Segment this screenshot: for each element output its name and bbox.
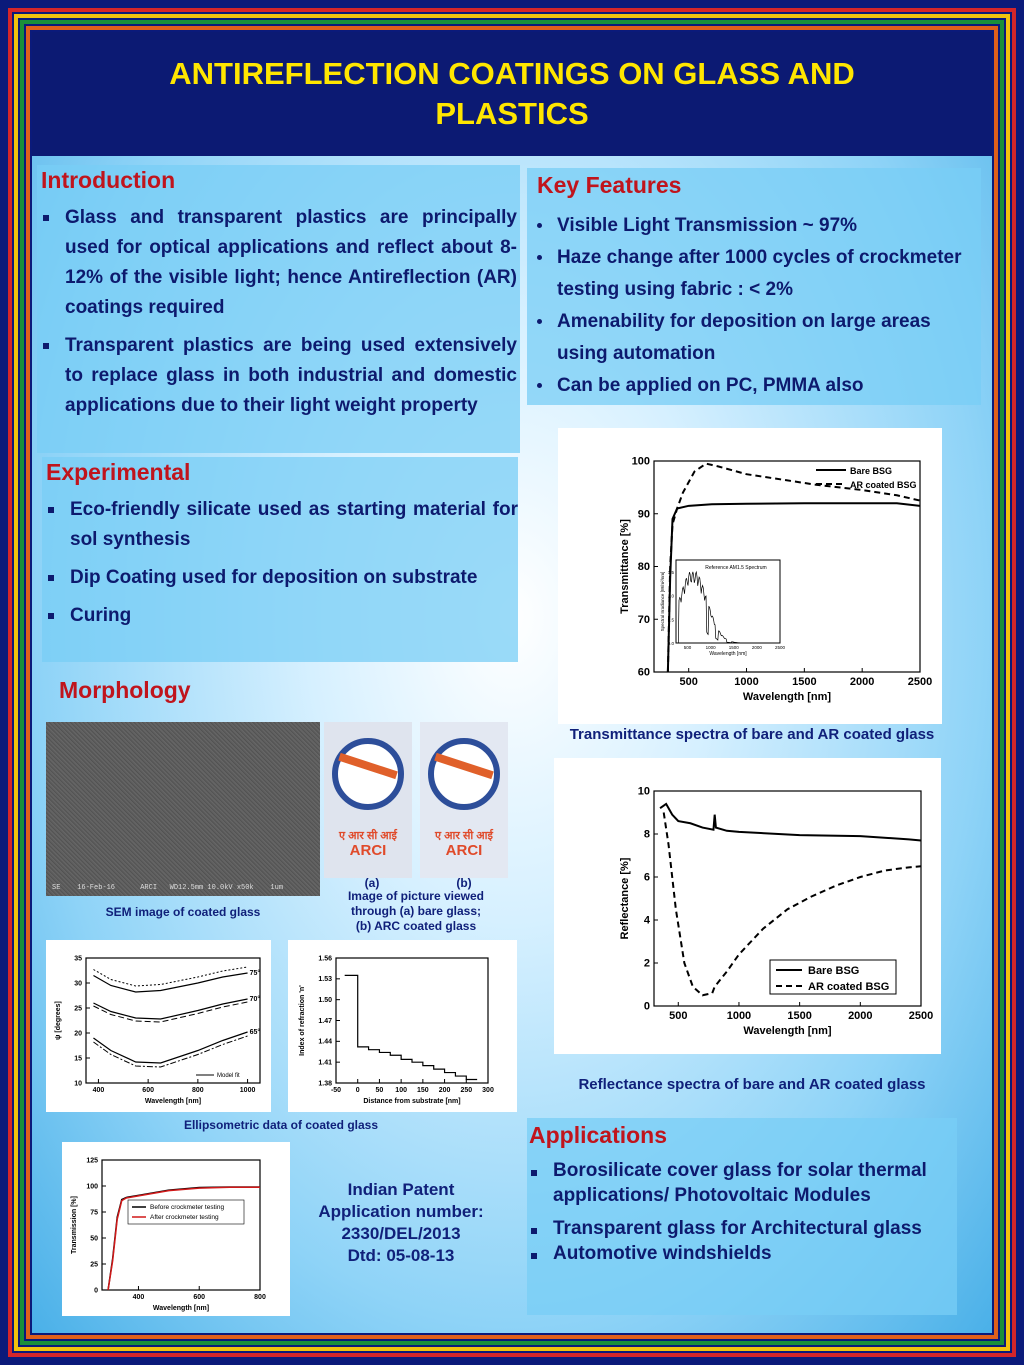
patent-line: Application number:: [318, 1202, 484, 1221]
plot-frame: [86, 958, 260, 1083]
y-tick-label: 80: [637, 561, 650, 574]
intro-item: Glass and transparent plastics are principally used for optical applications and reflect about 8-12% of the visible light; hence Antireflection (AR) coatings required: [65, 203, 517, 323]
y-tick-label: 1.41: [318, 1059, 332, 1067]
inset-x-tick: 1000: [705, 645, 716, 650]
series-line: [93, 1032, 247, 1063]
inset-x-tick: 500: [683, 645, 692, 650]
legend-label: Bare BSG: [850, 466, 893, 476]
y-tick-label: 1.38: [318, 1080, 332, 1088]
angle-label: 70°: [249, 996, 261, 1003]
refractive-index-chart: [288, 940, 517, 1112]
experimental-item: Dip Coating used for deposition on substrate: [70, 563, 518, 593]
y-tick-label: 100: [631, 455, 650, 468]
inset-x-tick: 2000: [751, 645, 762, 650]
x-axis-label: Wavelength [nm]: [743, 1025, 832, 1037]
patent-line: Indian Patent: [347, 1180, 455, 1199]
poster-title: [32, 54, 992, 134]
x-tick-label: 2000: [849, 676, 875, 688]
y-tick-label: 1.50: [318, 997, 332, 1004]
index-chart-panel: [288, 940, 517, 1112]
series-line: [345, 975, 477, 1079]
arci-logo-text: ARCI: [445, 842, 483, 859]
title-line-1: ANTIREFLECTION COATINGS ON GLASS AND: [169, 56, 855, 91]
photo-arc-glass: [420, 722, 508, 878]
inset-x-label: Wavelength [nm]: [709, 651, 747, 657]
application-item: Borosilicate cover glass for solar thermal applications/ Photovoltaic Modules: [553, 1158, 957, 1208]
key-features-section: [527, 168, 981, 405]
x-tick-label: 2000: [848, 1010, 873, 1022]
inset-y-tick: 1.0: [667, 593, 674, 599]
transmittance-chart: [558, 428, 942, 724]
patent-info: [294, 1179, 508, 1267]
y-tick-label: 10: [74, 1080, 82, 1088]
sem-caption: SEM image of coated glass: [105, 905, 261, 919]
x-tick-label: 1500: [792, 676, 817, 688]
sem-image: [46, 722, 320, 896]
x-tick-label: 500: [669, 1010, 688, 1022]
y-tick-label: 25: [74, 1005, 82, 1013]
inset-legend: Reference AM1.5 Spectrum: [705, 565, 767, 571]
x-tick-label: 800: [254, 1294, 266, 1301]
legend-label: Bare BSG: [808, 965, 860, 977]
plot-frame: [336, 958, 488, 1083]
x-tick-label: 800: [192, 1087, 204, 1094]
x-tick-label: 50: [375, 1087, 384, 1094]
x-tick-label: 250: [460, 1087, 473, 1094]
y-tick-label: 0: [643, 1000, 650, 1013]
inset-y-label: Spectral Irradiance [W/m²/nm]: [660, 571, 665, 632]
transmittance-chart-panel: [558, 428, 942, 724]
x-tick-label: 500: [679, 676, 698, 688]
legend-label: AR coated BSG: [850, 480, 917, 490]
inset-y-tick: 1.5: [667, 569, 674, 575]
x-tick-label: 400: [132, 1294, 145, 1301]
morphology-heading: Morphology: [59, 677, 191, 703]
applications-section: [527, 1118, 957, 1315]
y-tick-label: 35: [74, 955, 82, 963]
arci-logo-hindi: ए आर सी आई: [339, 830, 397, 842]
y-tick-label: 10: [637, 785, 650, 798]
x-tick-label: 1000: [726, 1010, 752, 1022]
y-tick-label: 1.56: [318, 955, 332, 963]
photo-label-b: (b): [456, 876, 472, 890]
photo-caption: [324, 889, 508, 934]
angle-label: 65°: [249, 1029, 261, 1036]
x-tick-label: 400: [92, 1087, 105, 1094]
series-line: [93, 999, 247, 1019]
reflectance-caption: Reflectance spectra of bare and AR coated glass: [578, 1076, 926, 1093]
patent-line: 2330/DEL/2013: [341, 1224, 461, 1243]
x-tick-label: 1500: [787, 1010, 812, 1022]
y-tick-label: 0: [94, 1287, 98, 1295]
x-axis-label: Wavelength [nm]: [742, 691, 832, 703]
crockmeter-chart: [62, 1142, 290, 1316]
y-axis-label: Reflectance [%]: [619, 857, 631, 940]
y-tick-label: 75: [90, 1209, 98, 1217]
psi-chart: [46, 940, 271, 1112]
y-tick-label: 15: [74, 1055, 82, 1063]
psi-chart-panel: [46, 940, 271, 1112]
introduction-heading: Introduction: [41, 167, 176, 193]
inset-x-tick: 2500: [774, 645, 786, 650]
reflectance-chart-panel: [554, 758, 941, 1054]
measured-line: [93, 1036, 247, 1067]
introduction-section: [37, 165, 520, 453]
legend-label: Model fit: [217, 1073, 240, 1079]
angle-label: 75°: [249, 970, 261, 977]
application-item: Automotive windshields: [553, 1241, 957, 1266]
y-tick-label: 100: [86, 1183, 98, 1191]
y-axis-label: Index of refraction 'n': [299, 985, 306, 1056]
patent-line: Dtd: 05-08-13: [347, 1246, 455, 1265]
x-tick-label: -50: [330, 1087, 342, 1094]
y-tick-label: 2: [643, 957, 650, 970]
experimental-heading: Experimental: [46, 459, 191, 485]
arci-logo-hindi: ए आर सी आई: [435, 830, 493, 842]
y-tick-label: 1.47: [318, 1017, 332, 1025]
x-axis-label: Wavelength [nm]: [152, 1305, 210, 1312]
y-tick-label: 90: [637, 508, 650, 521]
photo-caption-line: through (a) bare glass;: [350, 904, 481, 918]
photo-caption-line: (b) ARC coated glass: [355, 919, 477, 933]
x-axis-label: Distance from substrate [nm]: [363, 1098, 461, 1105]
y-tick-label: 125: [86, 1157, 98, 1165]
measured-line: [93, 1002, 247, 1022]
y-tick-label: 4: [643, 914, 650, 927]
legend-label: AR coated BSG: [808, 981, 890, 993]
y-tick-label: 50: [90, 1235, 98, 1243]
crockmeter-chart-panel: [62, 1142, 290, 1316]
x-tick-label: 2500: [907, 676, 933, 688]
photo-bare-glass: [324, 722, 412, 878]
y-tick-label: 1.44: [318, 1038, 332, 1046]
feature-item: Amenability for deposition on large areas using automation: [557, 306, 975, 370]
poster-body: [32, 32, 992, 1333]
arci-logo-text: ARCI: [349, 842, 387, 859]
y-tick-label: 70: [637, 613, 650, 626]
experimental-item: Eco-friendly silicate used as starting material for sol synthesis: [70, 495, 518, 555]
transmittance-caption: Transmittance spectra of bare and AR coated glass: [569, 726, 935, 743]
y-tick-label: 60: [637, 666, 650, 679]
y-axis-label: Transmittance [%]: [619, 519, 631, 614]
applications-heading: Applications: [529, 1122, 668, 1148]
x-tick-label: 600: [193, 1294, 206, 1301]
title-line-2: PLASTICS: [435, 96, 589, 131]
y-tick-label: 6: [643, 871, 650, 884]
inset-frame: [676, 560, 780, 643]
x-tick-label: 1000: [734, 676, 759, 688]
x-axis-label: Wavelength [nm]: [144, 1098, 202, 1105]
title-bar: [32, 32, 992, 156]
y-tick-label: 1.53: [318, 976, 332, 984]
key-features-heading: Key Features: [537, 172, 682, 198]
inset-y-tick: 0.5: [667, 617, 674, 623]
x-tick-label: 0: [355, 1087, 360, 1094]
photo-label-a: (a): [364, 876, 380, 890]
sem-footer: SE 16-Feb-16 ARCI WD12.5mm 10.0kV x50k 1um: [52, 884, 284, 892]
experimental-section: [42, 457, 518, 662]
y-tick-label: 30: [74, 980, 82, 988]
reflectance-chart: [554, 758, 941, 1054]
y-tick-label: 8: [643, 828, 650, 841]
plot-frame: [102, 1160, 260, 1290]
feature-item: Haze change after 1000 cycles of crockmeter testing using fabric : < 2%: [557, 242, 975, 306]
photo-caption-line: Image of picture viewed: [347, 889, 485, 903]
x-tick-label: 300: [482, 1087, 494, 1094]
x-tick-label: 150: [417, 1087, 429, 1094]
y-tick-label: 20: [74, 1030, 82, 1038]
x-tick-label: 2500: [908, 1010, 934, 1022]
feature-item: Visible Light Transmission ~ 97%: [557, 210, 975, 242]
experimental-item: Curing: [70, 601, 518, 631]
legend-label: Before crockmeter testing: [150, 1204, 225, 1211]
x-tick-label: 200: [438, 1087, 451, 1094]
ellipsometric-caption: Ellipsometric data of coated glass: [183, 1118, 379, 1132]
x-tick-label: 1000: [239, 1087, 256, 1094]
x-tick-label: 600: [142, 1087, 154, 1094]
series-line: [660, 804, 921, 841]
application-item: Transparent glass for Architectural glass: [553, 1216, 957, 1241]
y-tick-label: 25: [90, 1261, 98, 1269]
y-axis-label: Transmission [%]: [71, 1196, 78, 1254]
inset-y-tick: 0.0: [667, 641, 674, 646]
x-tick-label: 100: [395, 1087, 407, 1094]
feature-item: Can be applied on PC, PMMA also: [557, 370, 975, 402]
intro-item: Transparent plastics are being used extensively to replace glass in both industrial and domestic applications due to their light weight property: [65, 331, 517, 421]
legend-label: After crockmeter testing: [150, 1214, 219, 1221]
y-axis-label: ψ [degrees]: [55, 1001, 62, 1040]
inset-x-tick: 1500: [728, 645, 739, 650]
